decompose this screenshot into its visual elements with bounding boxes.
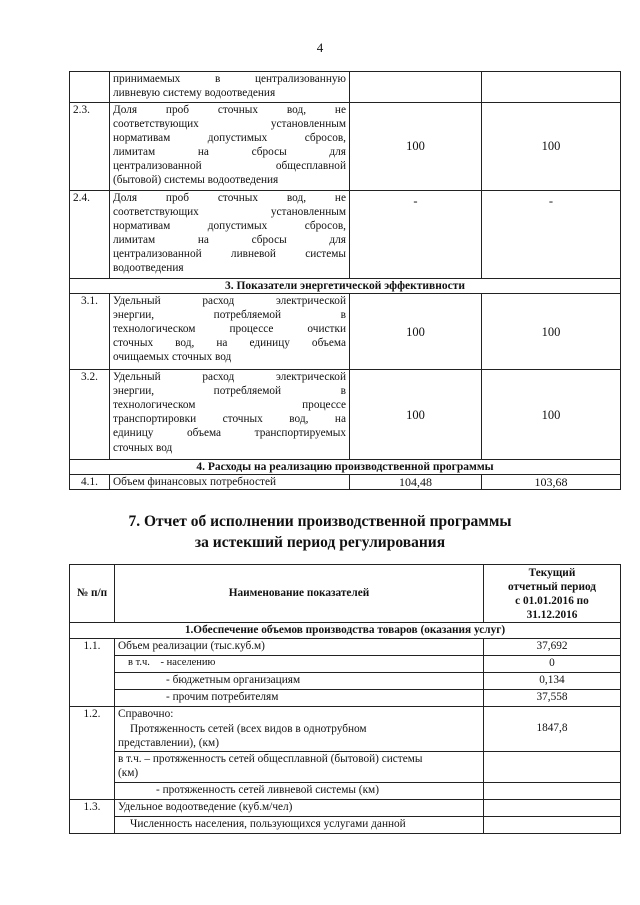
value-cell — [484, 751, 621, 782]
value-cell: 0 — [484, 656, 621, 673]
indicator-name: - бюджетным организациям — [115, 673, 484, 690]
section-header-row — [70, 460, 621, 475]
table-row — [70, 370, 621, 460]
value-cell: 100 — [482, 370, 621, 460]
row-number: 1.1. — [70, 639, 115, 656]
indicator-name: в т.ч. - населению — [115, 656, 484, 673]
value-cell: - — [350, 191, 482, 279]
section-header-row — [70, 279, 621, 294]
indicator-name: Удельное водоотведение (куб.м/чел) — [115, 799, 484, 816]
row-number: 3.2. — [70, 370, 110, 460]
section-title: 1.Обеспечение объемов производства товаров (оказания услуг) — [70, 623, 621, 639]
column-header-number: № п/п — [70, 565, 115, 623]
value-cell: 100 — [350, 370, 482, 460]
value-cell: 103,68 — [482, 475, 621, 490]
table-row — [70, 191, 621, 279]
indicator-text: Удельный расход электрической энергии, потребляемой в технологическом процессе очистки сточных вод, на единицу объема очищаемых сточных вод — [110, 294, 350, 370]
value-cell: 37,558 — [484, 690, 621, 707]
value-cell: 100 — [350, 103, 482, 191]
table-row — [70, 656, 621, 673]
indicator-name: Справочно: Протяженность сетей (всех видов в однотрубном представлении), (км) — [115, 707, 484, 752]
row-number: 3.1. — [70, 294, 110, 370]
table-row — [70, 782, 621, 799]
section-title: 3. Показатели энергетической эффективности — [70, 279, 621, 294]
table-row — [70, 673, 621, 690]
table-row — [70, 799, 621, 816]
table-row — [70, 103, 621, 191]
table-row — [70, 816, 621, 833]
section-title: 4. Расходы на реализацию производственной программы — [70, 460, 621, 475]
indicator-name: Объем реализации (тыс.куб.м) — [115, 639, 484, 656]
value-cell: 100 — [350, 294, 482, 370]
table-row — [70, 639, 621, 656]
value-cell: 37,692 — [484, 639, 621, 656]
indicator-name: в т.ч. – протяженность сетей общесплавной (бытовой) системы (км) — [115, 751, 484, 782]
section-header-row — [70, 623, 621, 639]
report-table — [69, 564, 621, 834]
value-cell: 1847,8 — [484, 707, 621, 752]
value-cell: 104,48 — [350, 475, 482, 490]
indicator-text: Доля проб сточных вод, не соответствующих установленным нормативам допустимых сбросов, лимитам на сбросы для централизованной ливневой системы водоотведения — [110, 191, 350, 279]
indicators-table — [69, 71, 621, 490]
section-title-7: 7. Отчет об исполнении производственной программы за истекший период регулирования — [128, 513, 512, 551]
column-header-period: Текущий отчетный период с 01.01.2016 по 31.12.2016 — [484, 565, 621, 623]
value-cell — [484, 782, 621, 799]
value-cell: 100 — [482, 103, 621, 191]
value-cell — [484, 799, 621, 816]
row-number: 1.3. — [70, 799, 115, 816]
indicator-text: принимаемых в централизованную ливневую систему водоотведения — [110, 72, 350, 103]
value-cell: - — [482, 191, 621, 279]
page-number: 4 — [316, 40, 324, 55]
indicator-text: Доля проб сточных вод, не соответствующих установленным нормативам допустимых сбросов, лимитам на сбросы для централизованной общесплавной (бытовой) системы водоотведения — [110, 103, 350, 191]
indicator-name: Численность населения, пользующихся услугами данной — [115, 816, 484, 833]
table-header-row — [70, 565, 621, 623]
indicator-text: Удельный расход электрической энергии, потребляемой в технологическом процессе транспортировки сточных вод, на единицу объема транспортируемых сточных вод — [110, 370, 350, 460]
row-number: 2.3. — [70, 103, 110, 191]
indicator-name: - протяженность сетей ливневой системы (км) — [115, 782, 484, 799]
row-number: 2.4. — [70, 191, 110, 279]
table-row — [70, 72, 621, 103]
column-header-name: Наименование показателей — [115, 565, 484, 623]
row-number: 4.1. — [70, 475, 110, 490]
indicator-text: Объем финансовых потребностей — [110, 475, 350, 490]
value-cell: 100 — [482, 294, 621, 370]
indicator-name: - прочим потребителям — [115, 690, 484, 707]
table-row — [70, 475, 621, 490]
table-row — [70, 707, 621, 752]
table-row — [70, 751, 621, 782]
value-cell — [484, 816, 621, 833]
value-cell: 0,134 — [484, 673, 621, 690]
table-row — [70, 294, 621, 370]
row-number: 1.2. — [70, 707, 115, 752]
table-row — [70, 690, 621, 707]
